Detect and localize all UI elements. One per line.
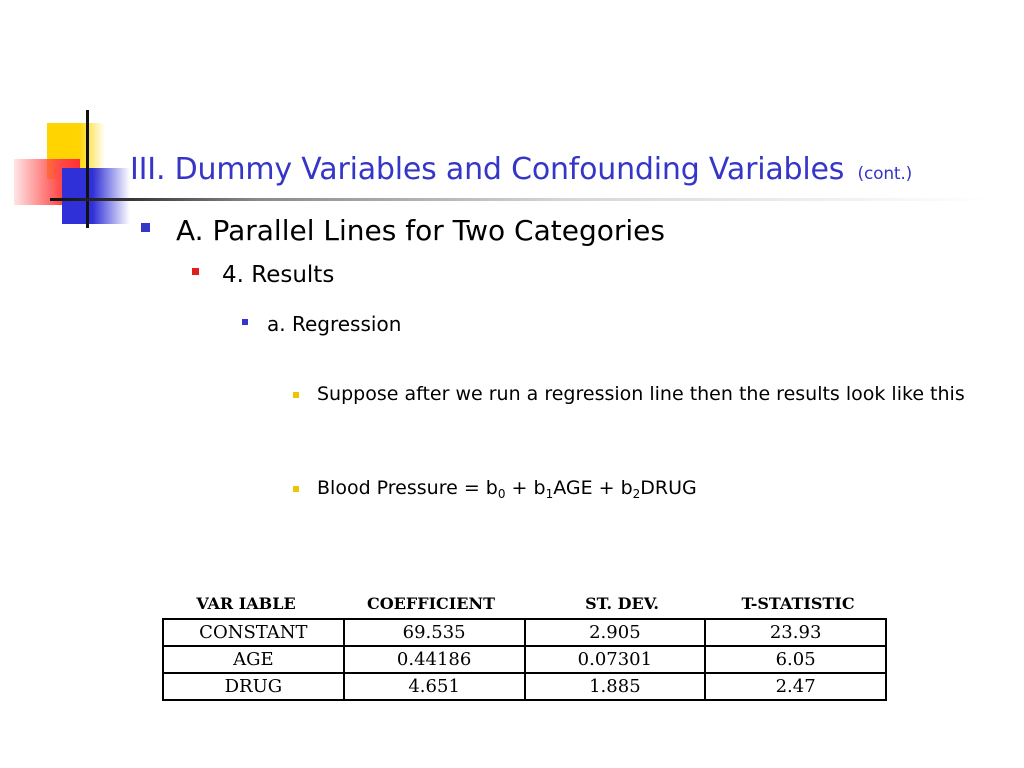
table-header-variable: VAR IABLE [196, 594, 296, 613]
table-header-stdev: ST. DEV. [585, 594, 659, 613]
table-cell: 6.05 [705, 646, 886, 673]
equation-sub2: 2 [632, 487, 641, 501]
table-cell: 0.07301 [525, 646, 706, 673]
equation-text [317, 474, 697, 502]
bullet-level4-text: Suppose after we run a regression line then the results look like this [317, 383, 965, 405]
bullet-level2 [192, 262, 334, 288]
equation-sub1: 1 [545, 487, 554, 501]
title-underline [50, 198, 990, 201]
logo-vertical-line [86, 110, 89, 228]
results-table [162, 618, 887, 701]
equation-lhs: Blood Pressure = b [317, 477, 498, 499]
table-header-coefficient: COEFFICIENT [366, 594, 495, 613]
table-cell: 2.47 [705, 673, 886, 700]
bullet-square-icon [192, 268, 199, 275]
equation-term1: AGE + b [553, 477, 633, 499]
table-row [163, 619, 886, 646]
table-row [163, 673, 886, 700]
table-cell: 0.44186 [344, 646, 525, 673]
bullet-level4-item [293, 380, 993, 436]
table-cell: 2.905 [525, 619, 706, 646]
slide-title [130, 152, 912, 187]
table-cell: CONSTANT [163, 619, 344, 646]
table-header [164, 594, 886, 613]
bullet-level4-equation [293, 474, 993, 504]
bullet-level3-text: a. Regression [267, 312, 402, 336]
bullet-square-icon [141, 223, 150, 232]
slide-title-text: III. Dummy Variables and Confounding Variables [130, 152, 845, 187]
equation-term2: DRUG [640, 477, 697, 499]
slide-title-suffix: (cont.) [857, 164, 913, 184]
table-cell: 23.93 [705, 619, 886, 646]
logo-blue-square [62, 168, 130, 224]
bullet-square-icon [293, 486, 299, 492]
table-cell: AGE [163, 646, 344, 673]
table-cell: DRUG [163, 673, 344, 700]
bullet-level2-text: 4. Results [222, 262, 335, 288]
bullet-level1-text: A. Parallel Lines for Two Categories [176, 214, 665, 247]
equation-plus1: + b [505, 477, 546, 499]
equation-sub0: 0 [497, 487, 506, 501]
bullet-level3 [242, 312, 401, 336]
table-row [163, 646, 886, 673]
table-header-tstat: T-STATISTIC [741, 594, 855, 613]
bullet-level1 [141, 214, 665, 247]
table-cell: 1.885 [525, 673, 706, 700]
bullet-square-icon [242, 319, 248, 325]
table-cell: 4.651 [344, 673, 525, 700]
table-cell: 69.535 [344, 619, 525, 646]
bullet-square-icon [293, 392, 299, 398]
